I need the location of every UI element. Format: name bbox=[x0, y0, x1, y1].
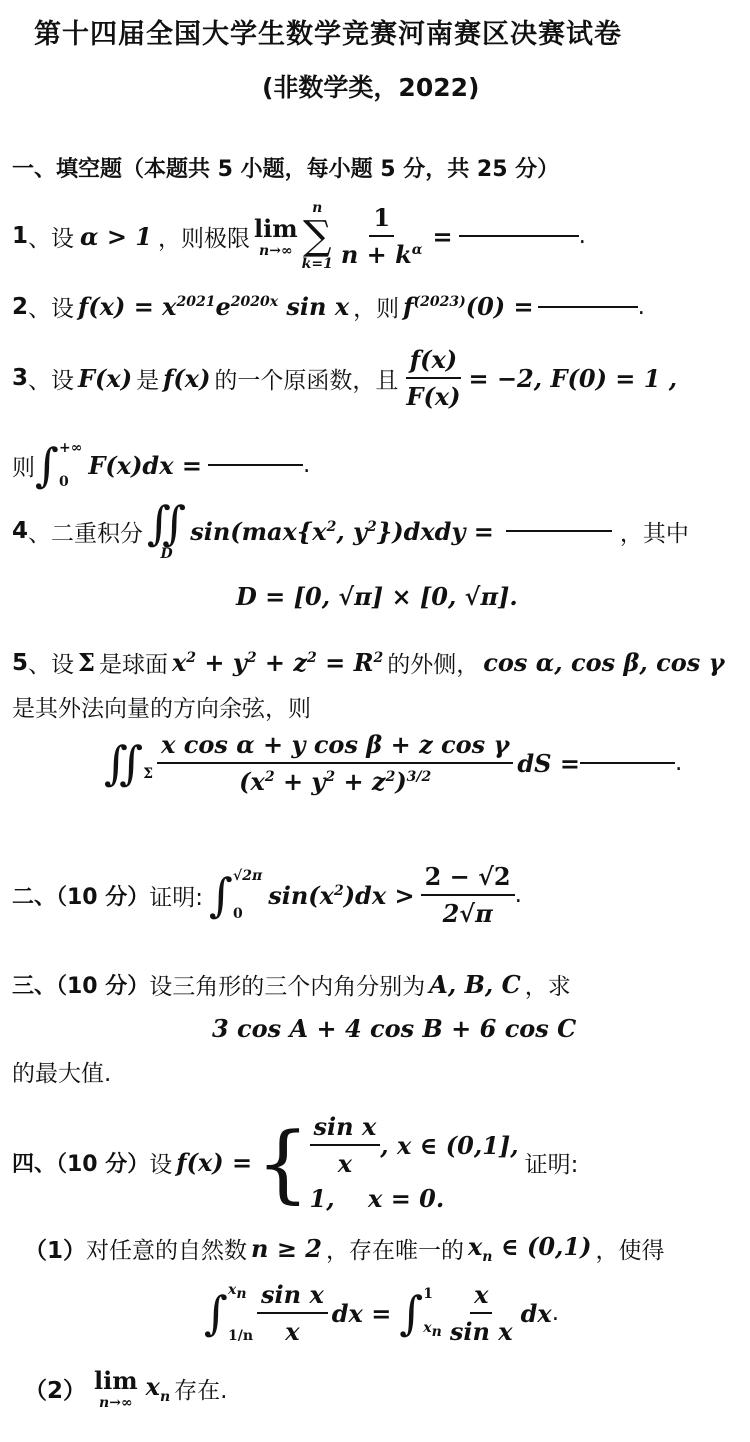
section-4-part-2: （2） lim n→∞ $x_n$ 存在. bbox=[24, 1366, 228, 1411]
section-3-expression: 3 cos A + 4 cos B + 6 cos C bbox=[212, 1014, 577, 1043]
question-5-integral: ∬ Σ $\frac{\text{x cos α + y cos β + z cos γ}}{(x^2 + y^2 + z^2)^{3/2}}$ dS = . bbox=[104, 730, 683, 796]
section-4-part-1: （1） 对任意的自然数 n ≥ 2 ，存在唯一的 $x_n$ ∈ (0,1) ，使得 bbox=[24, 1232, 665, 1265]
question-1: 1 、 设 α > 1 ，则极限 lim n→∞ n ∑ k=1 $\frac{1}{n + k^\alpha}$ = . bbox=[12, 200, 586, 272]
section-3: 三、（10 分） 设三角形的三个内角分别为 A, B, C ，求 bbox=[12, 970, 571, 1000]
section-1-heading: 一、填空题（本题共 5 小题，每小题 5 分，共 25 分） bbox=[12, 157, 560, 182]
section-4-equation: ∫ $x_n$ 1/n $\frac{\text{sin x}}{x}$ dx = ∫ 1 $x_n$ $\frac{x}{\text{sin x}}$ dx . bbox=[204, 1280, 559, 1346]
exam-title: 第十四届全国大学生数学竞赛河南赛区决赛试卷 bbox=[34, 19, 622, 50]
question-3: 3 、 设 F(x) 是 f(x) 的一个原函数，且 $\frac{f(x)}{F(x)}$ = −2, F(0) = 1 , bbox=[12, 345, 678, 411]
question-3-line-2: 则 ∫ +∞ 0 F(x)dx = . bbox=[12, 438, 311, 492]
question-5-line-2: 是其外法向量的方向余弦，则 bbox=[12, 696, 311, 722]
section-4: 四、（10 分） 设 f(x) = { $\frac{\text{sin x}}{x}$ , x ∈ (0,1], 1, x = 0. 证明: bbox=[12, 1112, 579, 1213]
exam-subtitle: (非数学类，2022) bbox=[262, 73, 480, 102]
section-3-tail: 的最大值. bbox=[12, 1061, 112, 1087]
question-4: 4 、 二重积分 ∬ D $\sin(\max\{x^2$, $y^2\})dxdy$ = ，其中 bbox=[12, 496, 689, 562]
question-5: 5 、 设 Σ 是球面 $x^2 + y^2 + z^2 = R^2$ 的外侧， cos α, cos β, cos γ bbox=[12, 648, 725, 678]
section-2: 二、（10 分） 证明: ∫ √2π 0 $\sin(x^2)dx$ > $\frac{2 - √2}{2√\pi}$ . bbox=[12, 862, 522, 928]
question-4-domain: D = [0, √π] × [0, √π]. bbox=[236, 582, 518, 611]
question-2: 2 、 设 $f(x) = x^{2021}e^{2020x}$ sin x ，则 $f^{(2023)}(0)$ = . bbox=[12, 292, 645, 322]
